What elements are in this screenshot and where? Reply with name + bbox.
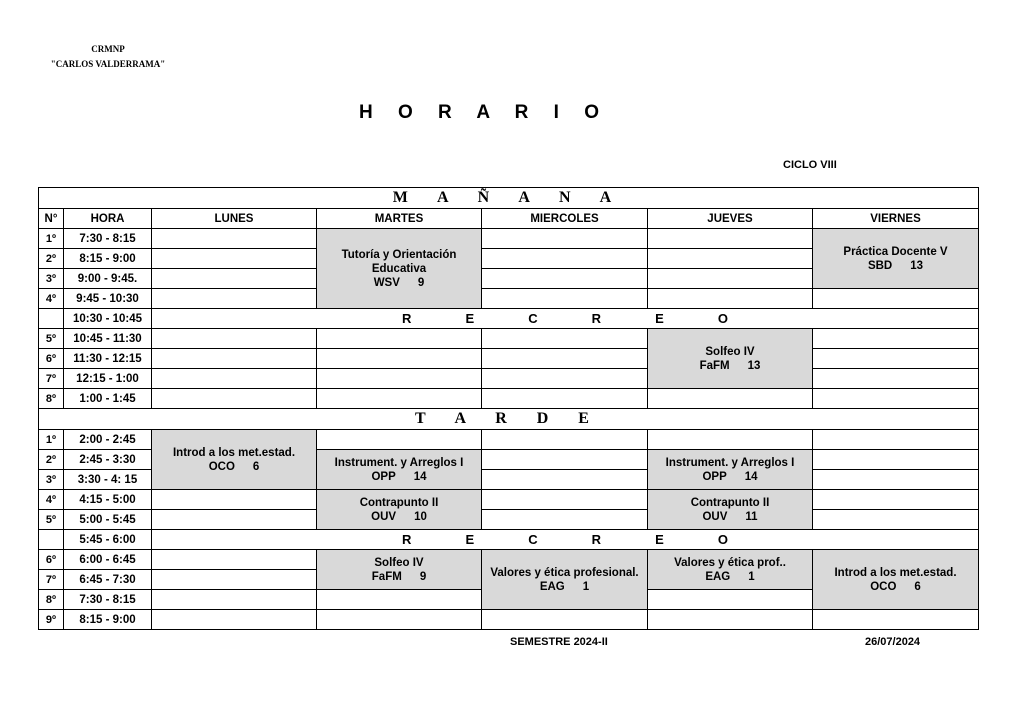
row-time: 2:45 - 3:30 (64, 450, 152, 470)
empty-cell (152, 389, 317, 409)
row-time: 6:45 - 7:30 (64, 570, 152, 590)
empty-cell (813, 490, 979, 510)
row-number: 6º (39, 550, 64, 570)
course-room: 13 (910, 259, 924, 272)
course-name: Instrument. y Arreglos I (334, 456, 464, 469)
table-row (39, 610, 979, 630)
table-row (39, 369, 979, 389)
empty-cell (482, 430, 648, 450)
empty-cell (152, 349, 317, 369)
table-row (39, 329, 979, 349)
morning-band: M A Ñ A N A (39, 188, 979, 209)
course-teacher: EAG (539, 580, 565, 593)
recess-letter: E (655, 531, 664, 547)
page-title: H O R A R I O (359, 102, 609, 123)
row-number: 8º (39, 590, 64, 610)
row-number: 3º (39, 470, 64, 490)
course-teacher: OPP (371, 470, 396, 483)
recess-letter: C (528, 531, 538, 547)
row-number: 3º (39, 269, 64, 289)
row-time: 12:15 - 1:00 (64, 369, 152, 389)
row-time: 7:30 - 8:15 (64, 229, 152, 249)
row-time: 8:15 - 9:00 (64, 249, 152, 269)
table-row (39, 349, 979, 369)
course-name: Tutoría y Orientación Educativa (341, 248, 457, 275)
header-day: MARTES (317, 209, 482, 229)
course-teacher: OUV (371, 510, 397, 523)
course-room: 6 (914, 580, 921, 593)
course-name: Práctica Docente V (843, 245, 948, 258)
course-code (540, 580, 589, 594)
empty-cell (317, 349, 482, 369)
empty-cell (482, 329, 648, 349)
semester-label: SEMESTRE 2024-II (510, 636, 608, 648)
course-name: Valores y ética profesional. (490, 566, 639, 579)
course-cell (317, 490, 482, 530)
header-day: VIERNES (813, 209, 979, 229)
table-row (39, 289, 979, 309)
row-number: 4º (39, 490, 64, 510)
course-name: Contrapunto II (359, 496, 439, 509)
course-cell (482, 550, 648, 610)
course-cell (317, 229, 482, 309)
course-code (870, 580, 921, 594)
row-number (39, 309, 64, 329)
course-teacher: OCO (870, 580, 897, 593)
recess-letter: R (591, 531, 602, 547)
course-teacher: OCO (208, 460, 235, 473)
cycle-label: CICLO VIII (783, 159, 837, 171)
course-name: Introd a los met.estad. (834, 566, 957, 579)
course-name: Valores y ética prof.. (674, 556, 786, 569)
empty-cell (152, 289, 317, 309)
recess-letter: O (717, 531, 728, 547)
empty-cell (813, 389, 979, 409)
course-cell (813, 550, 979, 610)
course-code (705, 570, 754, 584)
recess-letter: E (465, 531, 475, 547)
empty-cell (813, 450, 979, 470)
row-number: 1º (39, 229, 64, 249)
recess-letter: R (591, 310, 602, 326)
row-number: 2º (39, 249, 64, 269)
empty-cell (317, 329, 482, 349)
empty-cell (813, 289, 979, 309)
recess-label (152, 530, 979, 550)
empty-cell (152, 490, 317, 510)
course-cell (813, 229, 979, 289)
empty-cell (482, 490, 648, 510)
empty-cell (152, 229, 317, 249)
empty-cell (482, 349, 648, 369)
empty-cell (482, 610, 648, 630)
empty-cell (482, 229, 648, 249)
course-code (372, 570, 426, 584)
course-teacher: EAG (705, 570, 731, 583)
header-row (39, 209, 979, 229)
row-time: 5:00 - 5:45 (64, 510, 152, 530)
course-name: Contrapunto II (690, 496, 770, 509)
schedule-table (38, 187, 979, 630)
empty-cell (317, 369, 482, 389)
course-teacher: FaFM (699, 359, 730, 372)
empty-cell (152, 329, 317, 349)
table-row (39, 430, 979, 450)
empty-cell (648, 610, 813, 630)
empty-cell (152, 610, 317, 630)
recess-row (39, 309, 979, 329)
course-room: 9 (417, 276, 425, 289)
course-teacher: WSV (373, 276, 400, 289)
course-code (702, 470, 757, 484)
row-time: 9:45 - 10:30 (64, 289, 152, 309)
recess-letter: C (528, 310, 538, 326)
row-number: 1º (39, 430, 64, 450)
recess-label (152, 309, 979, 329)
table-row (39, 490, 979, 510)
row-number: 5º (39, 510, 64, 530)
row-time: 2:00 - 2:45 (64, 430, 152, 450)
course-room: 9 (419, 570, 427, 583)
empty-cell (648, 389, 813, 409)
afternoon-band-row (39, 409, 979, 430)
course-cell (648, 550, 813, 590)
recess-letters (152, 312, 978, 326)
course-code (868, 259, 923, 273)
empty-cell (482, 269, 648, 289)
row-time: 3:30 - 4: 15 (64, 470, 152, 490)
institution-name: CRMNP (91, 44, 125, 54)
recess-letters (152, 533, 978, 547)
recess-letter: E (655, 310, 664, 326)
course-cell (317, 550, 482, 590)
empty-cell (482, 450, 648, 470)
table-row (39, 229, 979, 249)
empty-cell (482, 249, 648, 269)
row-time: 11:30 - 12:15 (64, 349, 152, 369)
course-code (371, 470, 426, 484)
row-time: 4:15 - 5:00 (64, 490, 152, 510)
header-hora: HORA (64, 209, 152, 229)
row-number: 4º (39, 289, 64, 309)
empty-cell (648, 269, 813, 289)
empty-cell (317, 389, 482, 409)
empty-cell (152, 590, 317, 610)
date-label: 26/07/2024 (865, 636, 921, 648)
recess-letter: R (402, 310, 412, 326)
row-number: 2º (39, 450, 64, 470)
recess-letter: E (465, 310, 475, 326)
course-cell (648, 490, 813, 530)
empty-cell (482, 369, 648, 389)
row-number: 5º (39, 329, 64, 349)
empty-cell (813, 610, 979, 630)
empty-cell (317, 430, 482, 450)
table-row (39, 550, 979, 570)
course-room: 6 (252, 460, 260, 473)
row-number: 7º (39, 369, 64, 389)
table-row (39, 510, 979, 530)
course-room: 1 (582, 580, 590, 593)
row-number: 9º (39, 610, 64, 630)
course-teacher: OPP (702, 470, 727, 483)
course-code (702, 510, 757, 524)
empty-cell (317, 610, 482, 630)
row-time: 1:00 - 1:45 (64, 389, 152, 409)
course-cell (152, 430, 317, 490)
empty-cell (648, 289, 813, 309)
course-teacher: FaFM (371, 570, 402, 583)
course-room: 13 (747, 359, 761, 372)
course-name: Instrument. y Arreglos I (665, 456, 795, 469)
row-time: 10:30 - 10:45 (64, 309, 152, 329)
course-room: 14 (413, 470, 427, 483)
recess-row (39, 530, 979, 550)
afternoon-band: T A R D E (39, 409, 979, 430)
header-day: JUEVES (648, 209, 813, 229)
course-name: Introd a los met.estad. (172, 446, 296, 459)
row-time: 9:00 - 9:45. (64, 269, 152, 289)
institution-subtitle: "CARLOS VALDERRAMA" (50, 59, 166, 69)
row-time: 7:30 - 8:15 (64, 590, 152, 610)
course-code (371, 510, 427, 524)
recess-letter: R (402, 531, 412, 547)
empty-cell (482, 389, 648, 409)
course-code (700, 359, 761, 373)
row-number (39, 530, 64, 550)
empty-cell (813, 510, 979, 530)
row-time: 6:00 - 6:45 (64, 550, 152, 570)
table-row (39, 389, 979, 409)
course-room: 1 (748, 570, 755, 583)
empty-cell (152, 510, 317, 530)
course-teacher: SBD (867, 259, 893, 272)
empty-cell (482, 470, 648, 490)
course-cell (317, 450, 482, 490)
course-cell (648, 450, 813, 490)
empty-cell (648, 590, 813, 610)
header-day: MIERCOLES (482, 209, 648, 229)
empty-cell (317, 590, 482, 610)
empty-cell (482, 289, 648, 309)
row-number: 6º (39, 349, 64, 369)
header-day: LUNES (152, 209, 317, 229)
course-room: 11 (745, 510, 758, 523)
course-code (374, 276, 425, 290)
course-teacher: OUV (702, 510, 728, 523)
morning-band-row (39, 188, 979, 209)
empty-cell (813, 349, 979, 369)
empty-cell (813, 369, 979, 389)
course-name: Solfeo IV (705, 345, 755, 358)
empty-cell (152, 369, 317, 389)
recess-letter: O (717, 310, 728, 326)
course-cell (648, 329, 813, 389)
empty-cell (813, 430, 979, 450)
empty-cell (648, 249, 813, 269)
empty-cell (152, 249, 317, 269)
row-number: 7º (39, 570, 64, 590)
empty-cell (152, 269, 317, 289)
empty-cell (648, 229, 813, 249)
header-num: N° (39, 209, 64, 229)
empty-cell (152, 570, 317, 590)
row-time: 5:45 - 6:00 (64, 530, 152, 550)
empty-cell (648, 430, 813, 450)
course-code (209, 460, 260, 474)
row-number: 8º (39, 389, 64, 409)
course-room: 14 (744, 470, 758, 483)
course-room: 10 (414, 510, 427, 523)
row-time: 10:45 - 11:30 (64, 329, 152, 349)
empty-cell (152, 550, 317, 570)
course-name: Solfeo IV (374, 556, 424, 569)
empty-cell (482, 510, 648, 530)
row-time: 8:15 - 9:00 (64, 610, 152, 630)
empty-cell (813, 329, 979, 349)
empty-cell (813, 470, 979, 490)
